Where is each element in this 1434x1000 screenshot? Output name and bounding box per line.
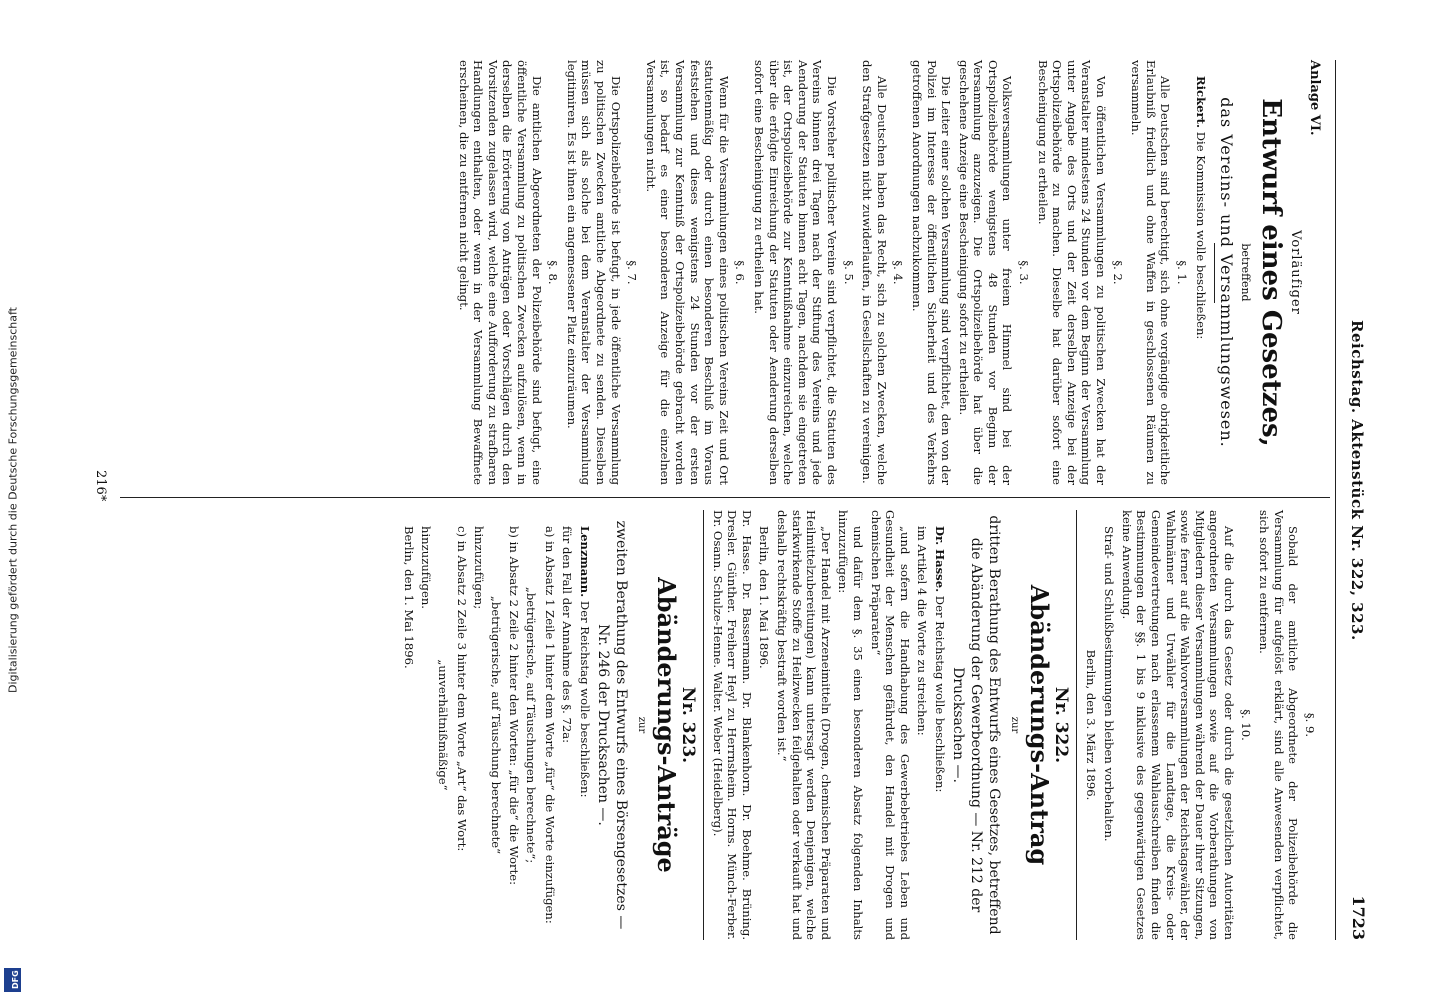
section-10-text: Auf die durch das Gesetz oder durch die gesetzlichen Autoritäten angeordneten Versammlungen sowie auf die Vorberathungen von Mitgliedern dieser Versammlungen während der Dauer ihrer Sitzungen, sowie ferner auf die Wahlvorversammlungen der Reichstagswähler, der Wahlmänner und Urwähler für die Landtage, die Kreis- oder Gemeindevertretungen nach erlassenem Wahlausschreiben finden die Bestimmungen der §§. 1 bis 9 inklusive des gegenwärtigen Gesetzes keine Anwendung. <box>1119 510 1237 940</box>
section-4-heading: §. 4. <box>891 260 906 285</box>
section-1-text: Alle Deutschen sind berechtigt, sich ohne vorgängige obrigkeitliche Erlaubniß friedlich und ohne Waffen in geschlossenen Räumen zu versammeln. <box>1129 60 1173 485</box>
date-1: Berlin, den 3. März 1896. <box>1083 649 1098 801</box>
nr-322-intro: Der Reichstag wolle beschließen: <box>932 595 947 793</box>
nr-323-condition: für den Fall der Annahme des §. 72a: <box>560 526 575 744</box>
section-9-text: Sobald der amtliche Abgeordnete der Polizeibehörde die Versammlung für aufgelöst erklärt, sind alle Anwesenden verpflichtet, sich sofort zu entfernen. <box>1257 510 1301 940</box>
nr-323-heading: Nr. 323. <box>678 686 698 764</box>
nr-322-instruction-a: im Artikel 4 die Worte zu streichen: <box>915 526 930 736</box>
nr-323-quote-b: „betrügerische, auf Täuschung berechnete“ <box>488 595 503 855</box>
running-head <box>1340 60 1376 940</box>
sheet-signature: 216* <box>93 470 108 502</box>
section-10-tail: Straf- und Schlußbestimmungen bleiben vorbehalten. <box>1102 526 1117 842</box>
section-5-text: Die Vorsteher politischer Vereine sind verpflichtet, die Statuten des Vereins binnen drei Tagen nach der Stiftung des Vereins und jede Aenderung der Statuten binnen acht Tagen, nachdem sie eingetreten ist, der Ortspolizeibehörde zur Kenntnißnahme einzureichen, welche über die erfolgte Einreichung der Statuten oder Aenderung derselben sofort eine Bescheinigung zu ertheilen hat. <box>752 60 839 485</box>
dfg-logo: DFG <box>4 968 21 992</box>
nr-323-item-c: c) in Absatz 2 Zeile 3 hinter dem Worte „Art“ das Wort: <box>454 526 469 852</box>
nr-323-mover: Lenzmann. <box>577 526 592 598</box>
nr-323-item-c-tail: hinzuzufügen. <box>419 526 434 609</box>
section-7-text: Die Ortspolizeibehörde ist befugt, in jede öffentliche Versammlung zu politischen Zwecken amtliche Abgeordnete zu senden. Dieselben müssen sich als solche bei dem Veranstalter der Versammlung legitimiren. Es ist ihnen ein angemessener Platz einzuräumen. <box>564 60 623 485</box>
nr-322-quote-a: „und sofern die Handhabung des Gewerbebetriebes Leben und Gesundheit der Menschen gefährdet, den Handel mit Drogen und chemischen Präparaten“ <box>868 510 912 940</box>
document-title: Entwurf eines Gesetzes, <box>1255 98 1286 447</box>
nr-323-quote-a: „betrügerische, auf Täuschungen berechnete“; <box>524 586 539 864</box>
section-4-text: Alle Deutschen haben das Recht, sich zu solchen Zwecken, welche den Strafgesetzen nicht zuwiderlaufen, in Gesellschaften zu vereinigen. <box>860 60 889 485</box>
document-subtitle: das Vereins- und Versammlungswesen. <box>1217 97 1237 448</box>
motion-name: Rickert. <box>1193 76 1208 129</box>
nr-323-description: zweiten Berathung des Entwurfs eines Börsengesetzes — Nr. 246 der Drucksachen —. <box>594 520 629 930</box>
section-2-text: Von öffentlichen Versammlungen zu politischen Zwecken hat der Veranstalter mindestens 24 Stunden vor dem Beginn der Versammlung unter Angabe des Orts und der Zeit derselben Anzeige bei der Ortspolizeibehörde zu machen. Dieselbe hat darüber sofort eine Bescheinigung zu ertheilen. <box>1035 60 1109 485</box>
nr-322-zur: zur <box>1009 716 1021 734</box>
nr-323-zur: zur <box>636 716 648 734</box>
nr-322-quote-b: „Der Handel mit Arzeneimitteln (Drogen, chemischen Präparaten und Heilmittelzubereitungen) kann untersagt werden Denjenigen, welche starkwirkende Stoffe zu Heilzwecken feilgehalten oder verkauft hat und deshalb rechtskräftig bestraft worden ist.“ <box>774 510 833 940</box>
section-7-heading: §. 7. <box>625 260 640 285</box>
page-number: 1723 <box>1349 895 1368 940</box>
nr-322-heading: Nr. 322. <box>1051 686 1072 764</box>
section-6-text: Wenn für die Versammlungen eines politischen Vereins Zeit und Ort statutenmäßig oder durch einen besonderen Beschluß im Voraus feststehen und dieses wenigstens 24 Stunden vor der ersten Versammlung zur Kenntniß der Ortspolizeibehörde gebracht worden ist, so bedarf es einer besonderen Anzeige für die einzelnen Versammlungen nicht. <box>643 60 731 485</box>
date-3: Berlin, den 1. Mai 1896. <box>401 526 416 669</box>
nr-323-quote-c: „unverhältnißmäßige“ <box>436 659 451 791</box>
section-3-text-a: Volksversammlungen unter freiem Himmel sind bei der Ortspolizeibehörde wenigstens 48 Stunden vor Beginn der Versammlung anzuzeigen. Die Ortspolizeibehörde hat über die geschehene Anzeige eine Bescheinigung sofort zu ertheilen. <box>956 60 1015 485</box>
nr-323-item-b: b) in Absatz 2 Zeile 2 hinter den Worten: „für die“ die Worte: <box>507 526 522 886</box>
section-10-heading: §. 10. <box>1238 709 1253 741</box>
prelim-label: Vorläufiger <box>1288 230 1304 315</box>
section-6-heading: §. 6. <box>733 260 748 285</box>
section-3-text-b: Die Leiter einer solchen Versammlung sind verpflichtet, den von der Polizei im Interesse der öffentlichen Sicherheit und des Verkehrs getroffenen Anordnungen nachzukommen. <box>909 60 954 485</box>
section-8-heading: §. 8. <box>546 260 561 285</box>
section-9-heading: §. 9. <box>1303 712 1317 738</box>
motion-text: Die Kommission wolle beschließen: <box>1193 131 1208 340</box>
nr-323-item-b-tail: hinzuzufügen; <box>472 526 487 610</box>
section-1-heading: §. 1. <box>1175 260 1190 285</box>
section-5-heading: §. 5. <box>841 260 856 285</box>
nr-323-title: Abänderungs-Anträge <box>652 577 682 873</box>
column-divider <box>120 497 1330 498</box>
side-strip <box>0 0 26 1000</box>
head-rule <box>1335 60 1336 940</box>
nr-322-description: dritten Berathung des Entwurfs eines Gesetzes, betreffend die Abänderung der Gewerbeordnung — Nr. 212 der Drucksachen —. <box>949 515 1002 935</box>
section-8-text: Die amtlichen Abgeordneten der Polizeibehörde sind befugt, eine öffentliche Versammlung zu politischen Zwecken aufzulösen, wenn in derselben die Erörterung von Anträgen oder Vorschlägen durch den Vorsitzenden zugelassen wird, welche eine Aufforderung zu strafbaren Handlungen enthalten, oder wenn in der Versammlung Bewaffnete erscheinen, die zu entfernen nicht gelingt. <box>456 60 544 485</box>
nr-323-item-a: a) in Absatz 1 Zeile 1 hinter dem Worte „für“ die Worte einzufügen: <box>542 526 557 924</box>
left-column <box>453 60 1321 485</box>
rotated-page <box>76 60 1376 940</box>
title-rule <box>1214 243 1215 303</box>
concerning-label: betreffend <box>1238 243 1252 302</box>
supporters: Dr. Hasse. Dr. Bassermann. Dr. Blankenhorn. Dr. Boehme. Brüning. Dresler. Günther. Freiherr Heyl zu Herrnsheim. Horns. Münch-Ferber. Dr. Osann. Schulze-Henne. Walter. Weber (Heidelberg). <box>710 510 754 940</box>
nr-322-mover: Dr. Hasse. <box>932 526 947 593</box>
separator-323 <box>703 510 704 940</box>
section-3-heading: §. 3. <box>1017 260 1032 285</box>
digitization-credit: Digitalisierung gefördert durch die Deutsche Forschungsgemeinschaft <box>6 307 20 693</box>
running-head-title: Reichstag. Aktenstück Nr. 322, 323. <box>1348 320 1366 641</box>
annex-label: Anlage VI. <box>1307 60 1322 136</box>
separator-322 <box>1076 510 1077 940</box>
nr-323-intro: Der Reichstag wolle beschließen: <box>577 600 592 798</box>
section-2-heading: §. 2. <box>1110 260 1125 285</box>
nr-322-title: Abänderungs-Antrag <box>1025 584 1055 866</box>
nr-322-instruction-b: und dafür dem §. 35 einen besonderen Absatz folgenden Inhalts hinzuzufügen: <box>836 510 865 940</box>
date-2: Berlin, den 1. Mai 1896. <box>757 526 772 669</box>
right-column <box>398 510 1321 940</box>
